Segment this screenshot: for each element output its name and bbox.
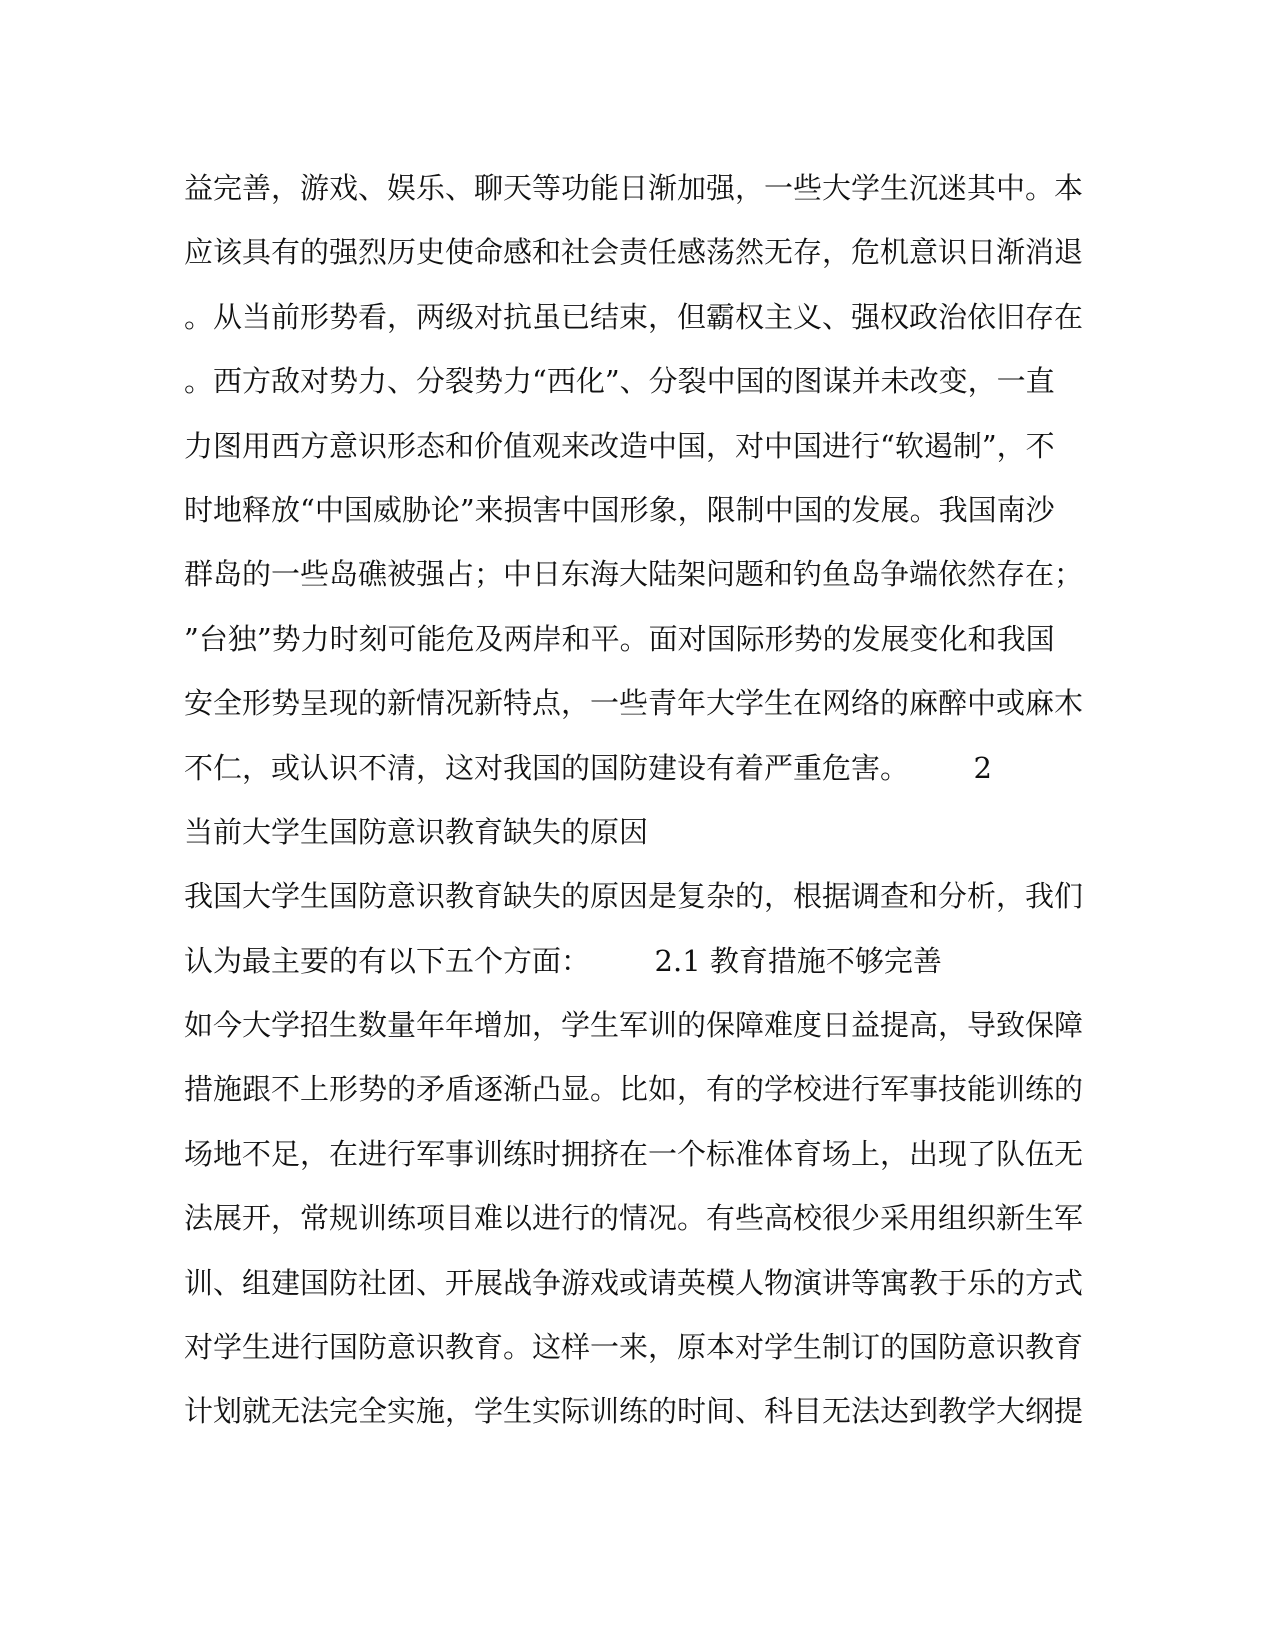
text-line: 应该具有的强烈历史使命感和社会责任感荡然无存，危机意识日渐消退 xyxy=(184,235,1084,270)
text-line: 。西方敌对势力、分裂势力“西化”、分裂中国的图谋并未改变，一直 xyxy=(184,364,1055,399)
text-line: 不仁，或认识不清，这对我国的国防建设有着严重危害。 2 xyxy=(184,750,992,785)
text-line: 训、组建国防社团、开展战争游戏或请英模人物演讲等寓教于乐的方式 xyxy=(184,1265,1084,1300)
text-line: 时地释放“中国威胁论”来损害中国形象，限制中国的发展。我国南沙 xyxy=(184,492,1055,527)
text-line: ”台独”势力时刻可能危及两岸和平。面对国际形势的发展变化和我国 xyxy=(184,621,1055,656)
text-line: 安全形势呈现的新情况新特点，一些青年大学生在网络的麻醉中或麻木 xyxy=(184,686,1084,721)
text-line: 力图用西方意识形态和价值观来改造中国，对中国进行“软遏制”，不 xyxy=(184,428,1055,463)
text-line: 我国大学生国防意识教育缺失的原因是复杂的，根据调查和分析，我们 xyxy=(184,879,1084,914)
text-line: 。从当前形势看，两级对抗虽已结束，但霸权主义、强权政治依旧存在 xyxy=(184,299,1084,334)
text-line: 计划就无法完全实施，学生实际训练的时间、科目无法达到教学大纲提 xyxy=(184,1394,1084,1429)
text-line: 益完善，游戏、娱乐、聊天等功能日渐加强，一些大学生沉迷其中。本 xyxy=(184,171,1084,205)
text-line: 场地不足，在进行军事训练时拥挤在一个标准体育场上，出现了队伍无 xyxy=(184,1136,1084,1171)
text-line: 措施跟不上形势的矛盾逐渐凸显。比如，有的学校进行军事技能训练的 xyxy=(184,1072,1084,1107)
text-line: 如今大学招生数量年年增加，学生军训的保障难度日益提高，导致保障 xyxy=(184,1008,1084,1043)
body-text xyxy=(184,156,1084,1444)
section-heading: 当前大学生国防意识教育缺失的原因 xyxy=(184,814,649,849)
text-line: 对学生进行国防意识教育。这样一来，原本对学生制订的国防意识教育 xyxy=(184,1330,1084,1365)
text-line: 群岛的一些岛礁被强占；中日东海大陆架问题和钓鱼岛争端依然存在； xyxy=(184,557,1084,592)
text-line: 法展开，常规训练项目难以进行的情况。有些高校很少采用组织新生军 xyxy=(184,1201,1084,1236)
text-line: 认为最主要的有以下五个方面： 2.1 教育措施不够完善 xyxy=(184,943,942,978)
